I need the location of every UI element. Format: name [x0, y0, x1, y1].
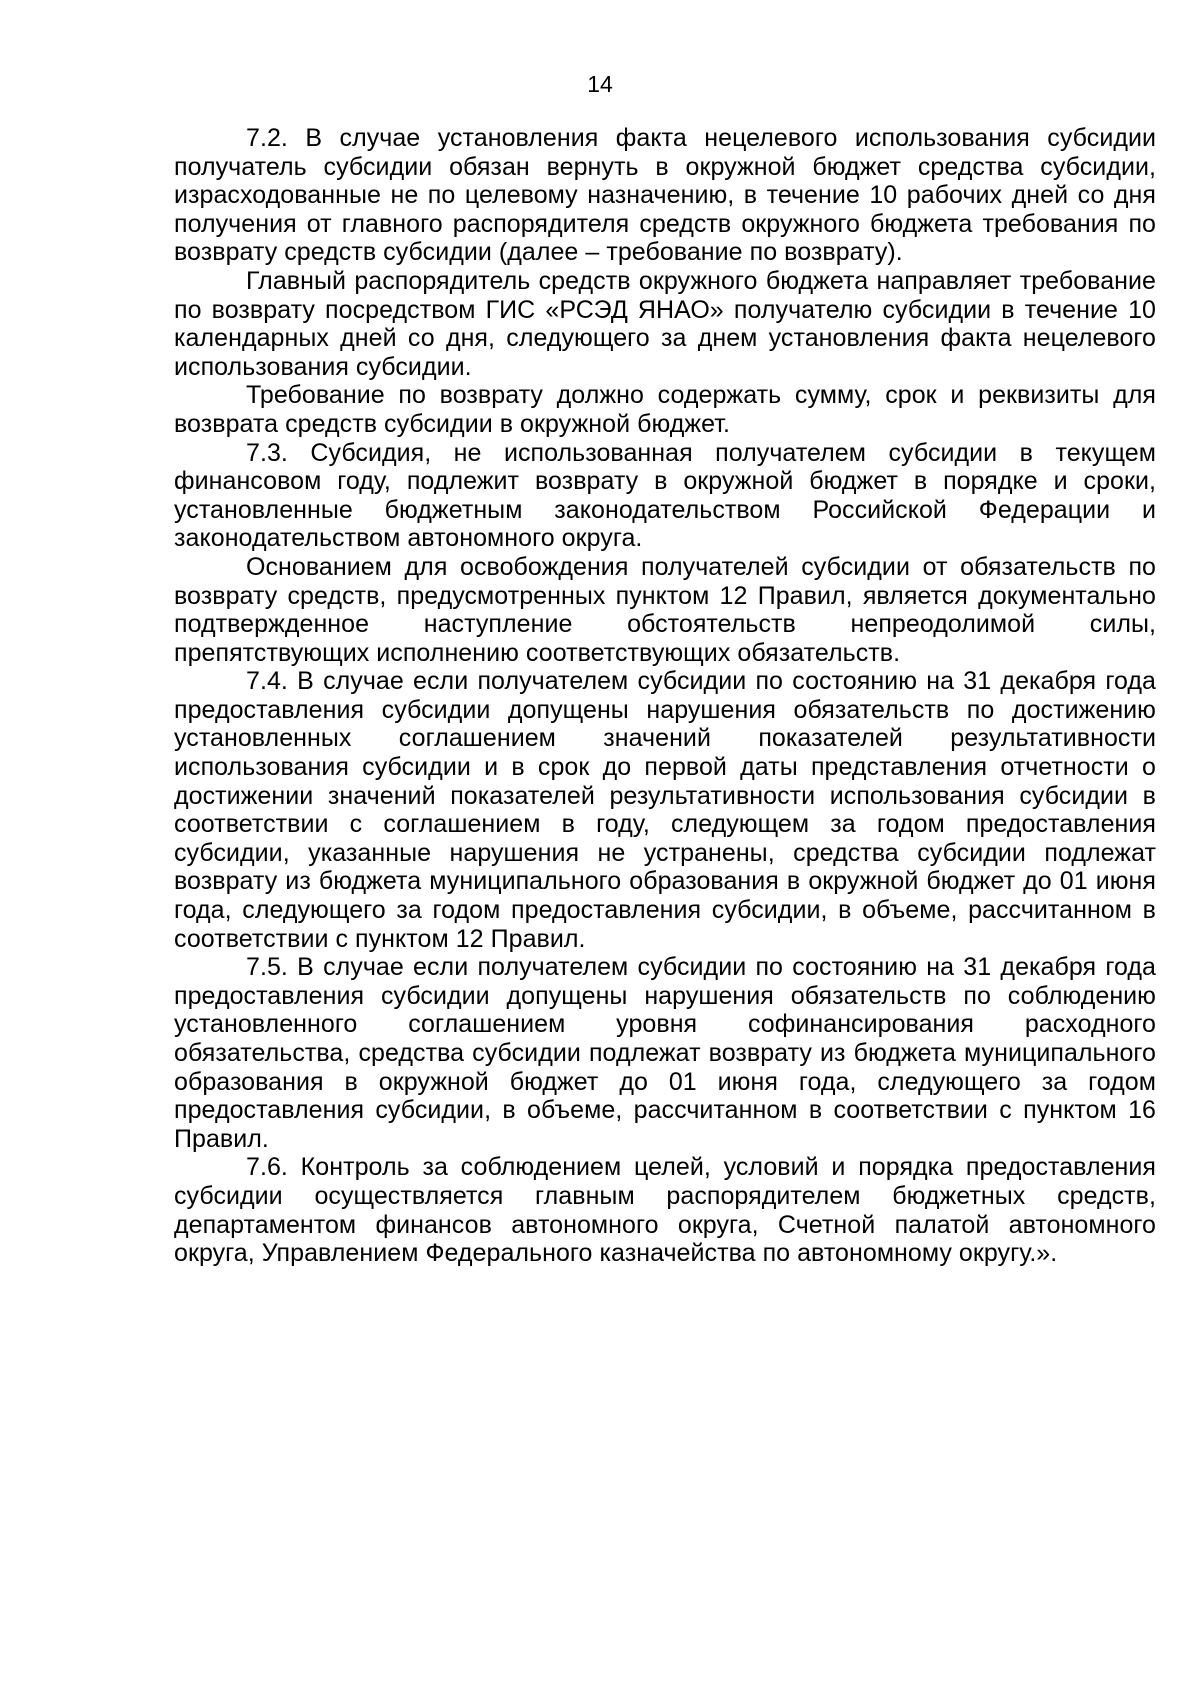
paragraph-7-3: 7.3. Субсидия, не использованная получателем субсидии в текущем финансовом году, подлежит возврату в окружной бюджет в порядке и сроки, установленные бюджетным законодательством Российской Федерации и законодательством автономного округа. — [174, 438, 1156, 553]
paragraph-exemption-grounds: Основанием для освобождения получателей субсидии от обязательств по возврату средств, предусмотренных пунктом 12 Правил, является документально подтвержденное наступление обстоятельств непреодолимой силы, препятствующих исполнению соответствующих обязательств. — [174, 552, 1156, 667]
paragraph-7-5: 7.5. В случае если получателем субсидии по состоянию на 31 декабря года предоставления субсидии допущены нарушения обязательств по соблюдению установленного соглашением уровня софинансирования расходного обязательства, средства субсидии подлежат возврату из бюджета муниципального образования в окружной бюджет до 01 июня года, следующего за годом предоставления субсидии, в объеме, рассчитанном в соответствии с пунктом 16 Правил. — [174, 953, 1156, 1153]
document-body — [174, 124, 1156, 1268]
paragraph-7-2: 7.2. В случае установления факта нецелевого использования субсидии получатель субсидии обязан вернуть в окружной бюджет средства субсидии, израсходованные не по целевому назначению, в течение 10 рабочих дней со дня получения от главного распорядителя средств окружного бюджета требования по возврату средств субсидии (далее – требование по возврату). — [174, 124, 1156, 267]
page-number: 14 — [587, 71, 613, 97]
paragraph-return-requirement-content: Требование по возврату должно содержать сумму, срок и реквизиты для возврата средств субсидии в окружной бюджет. — [174, 381, 1156, 438]
paragraph-7-4: 7.4. В случае если получателем субсидии по состоянию на 31 декабря года предоставления субсидии допущены нарушения обязательств по достижению установленных соглашением значений показателей результативности использования субсидии и в срок до первой даты представления отчетности о достижении значений показателей результативности использования субсидии в соответствии с соглашением в году, следующем за годом предоставления субсидии, указанные нарушения не устранены, средства субсидии подлежат возврату из бюджета муниципального образования в окружной бюджет до 01 июня года, следующего за годом предоставления субсидии, в объеме, рассчитанном в соответствии с пунктом 12 Правил. — [174, 667, 1156, 953]
paragraph-return-requirement-sending: Главный распорядитель средств окружного бюджета направляет требование по возврату посредством ГИС «РСЭД ЯНАО» получателю субсидии в течение 10 календарных дней со дня, следующего за днем установления факта нецелевого использования субсидии. — [174, 266, 1156, 381]
paragraph-7-6: 7.6. Контроль за соблюдением целей, условий и порядка предоставления субсидии осуществляется главным распорядителем бюджетных средств, департаментом финансов автономного округа, Счетной палатой автономного округа, Управлением Федерального казначейства по автономному округу.». — [174, 1153, 1156, 1268]
